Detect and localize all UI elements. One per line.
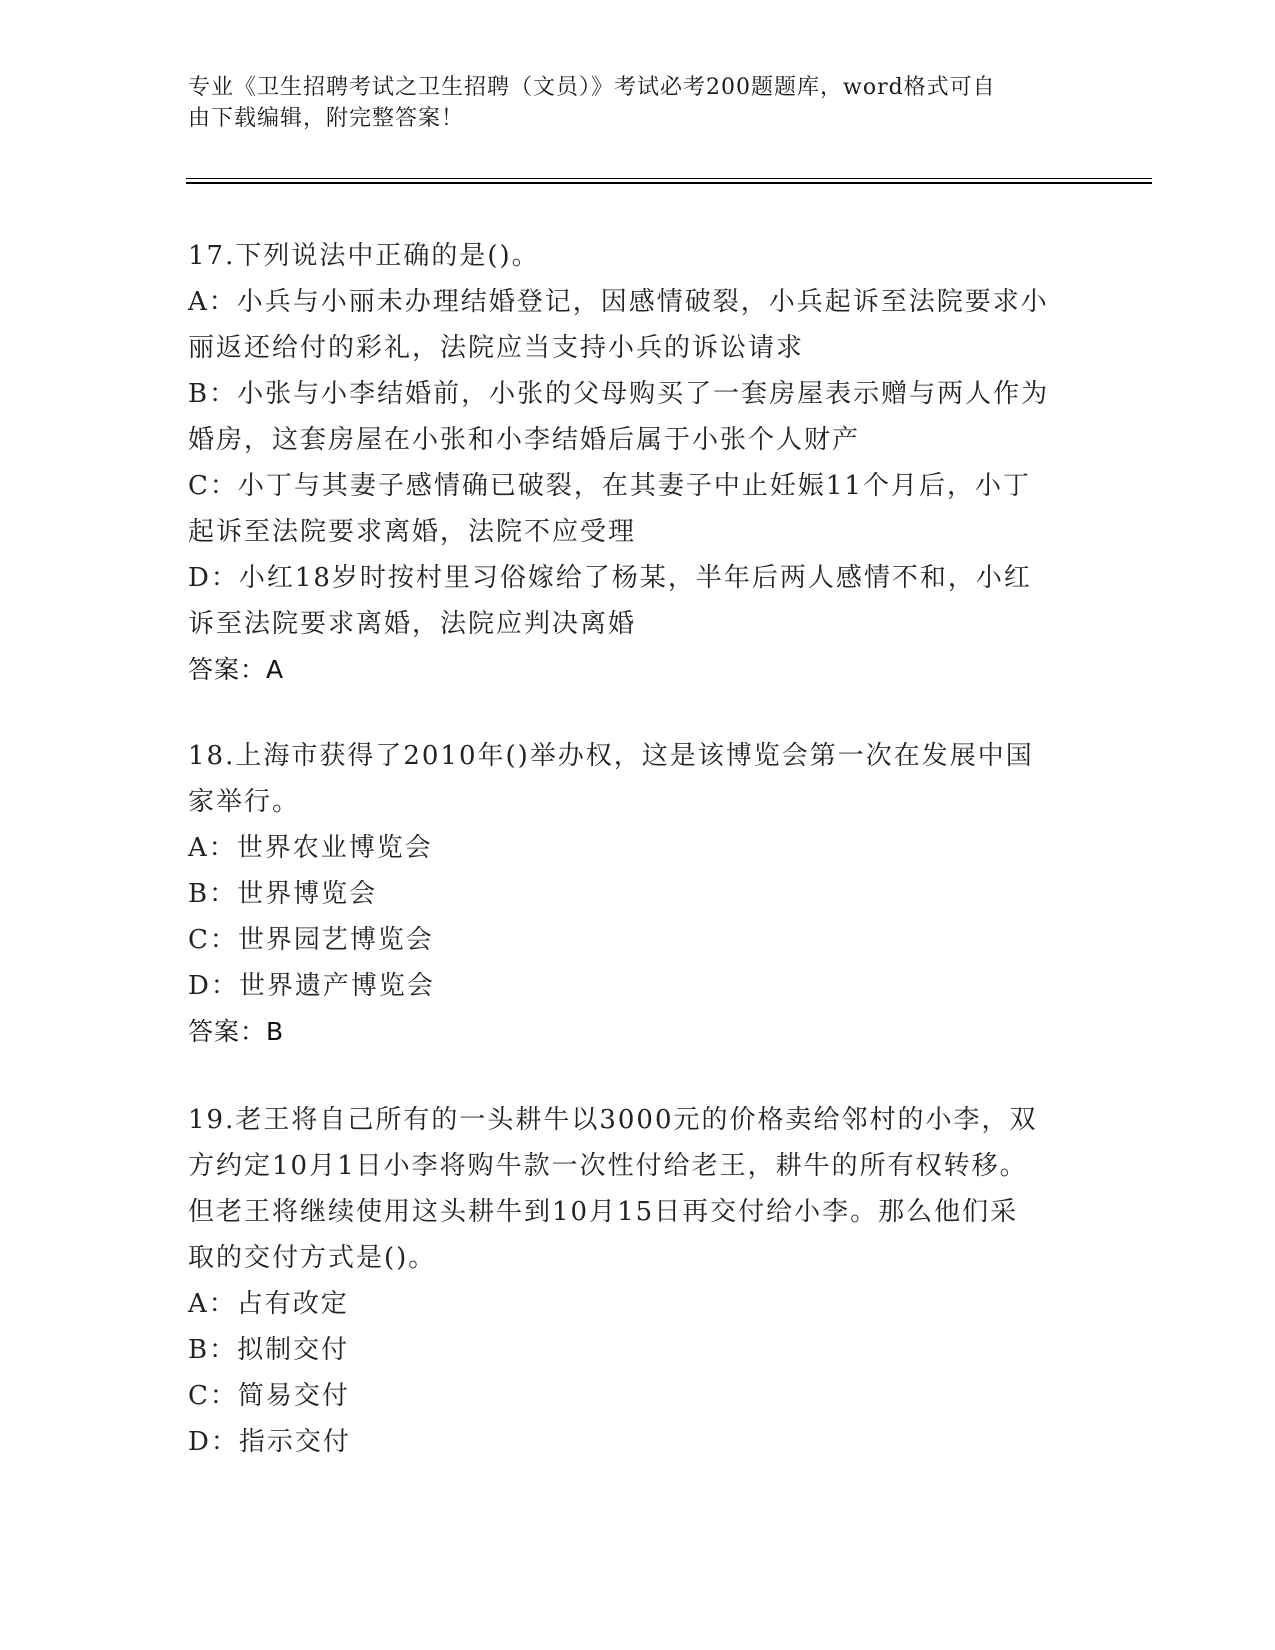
option-d: D：世界遗产博览会	[188, 971, 435, 1001]
option-line: 婚房，这套房屋在小张和小李结婚后属于小张个人财产	[188, 425, 861, 455]
answer-label: 答案：B	[188, 1017, 285, 1046]
option-line: A：小兵与小丽未办理结婚登记，因感情破裂，小兵起诉至法院要求小	[188, 287, 1049, 317]
question-19	[188, 1097, 1068, 1465]
question-stem: 19.老王将自己所有的一头耕牛以3000元的价格卖给邻村的小李，双	[188, 1105, 1038, 1135]
option-a: A：占有改定	[188, 1289, 349, 1319]
question-stem: 取的交付方式是()。	[188, 1243, 437, 1273]
option-b	[188, 371, 1068, 463]
option-line: 诉至法院要求离婚，法院应判决离婚	[188, 609, 637, 639]
document-header	[188, 72, 1068, 134]
question-stem: 家举行。	[188, 787, 301, 817]
option-a: A：世界农业博览会	[188, 833, 433, 863]
option-a	[188, 279, 1068, 371]
question-stem: 方约定10月1日小李将购牛款一次性付给老王，耕牛的所有权转移。	[188, 1151, 1028, 1181]
option-c	[188, 463, 1068, 555]
question-stem: 18.上海市获得了2010年()举办权，这是该博览会第一次在发展中国	[188, 741, 1034, 771]
option-b: B：世界博览会	[188, 879, 378, 909]
option-line: C：小丁与其妻子感情确已破裂，在其妻子中止妊娠11个月后，小丁	[188, 471, 1031, 501]
header-line-1: 专业《卫生招聘考试之卫生招聘（文员）》考试必考200题题库，word格式可自	[188, 75, 996, 100]
option-line: 丽返还给付的彩礼，法院应当支持小兵的诉讼请求	[188, 333, 805, 363]
header-divider-top	[186, 178, 1152, 179]
option-b: B：拟制交付	[188, 1335, 350, 1365]
question-18	[188, 733, 1068, 1055]
option-c: C：世界园艺博览会	[188, 925, 434, 955]
option-line: D：小红18岁时按村里习俗嫁给了杨某，半年后两人感情不和，小红	[188, 563, 1032, 593]
question-stem: 但老王将继续使用这头耕牛到10月15日再交付给小李。那么他们采	[188, 1197, 1019, 1227]
option-line: B：小张与小李结婚前，小张的父母购买了一套房屋表示赠与两人作为	[188, 379, 1050, 409]
option-c: C：简易交付	[188, 1381, 350, 1411]
answer-label: 答案：A	[188, 655, 285, 684]
question-17	[188, 233, 1068, 693]
header-divider-bottom	[186, 182, 1152, 184]
option-line: 起诉至法院要求离婚，法院不应受理	[188, 517, 637, 547]
question-stem: 17.下列说法中正确的是()。	[188, 241, 540, 271]
option-d	[188, 555, 1068, 647]
option-d: D：指示交付	[188, 1427, 351, 1457]
header-line-2: 由下载编辑，附完整答案！	[188, 106, 465, 131]
